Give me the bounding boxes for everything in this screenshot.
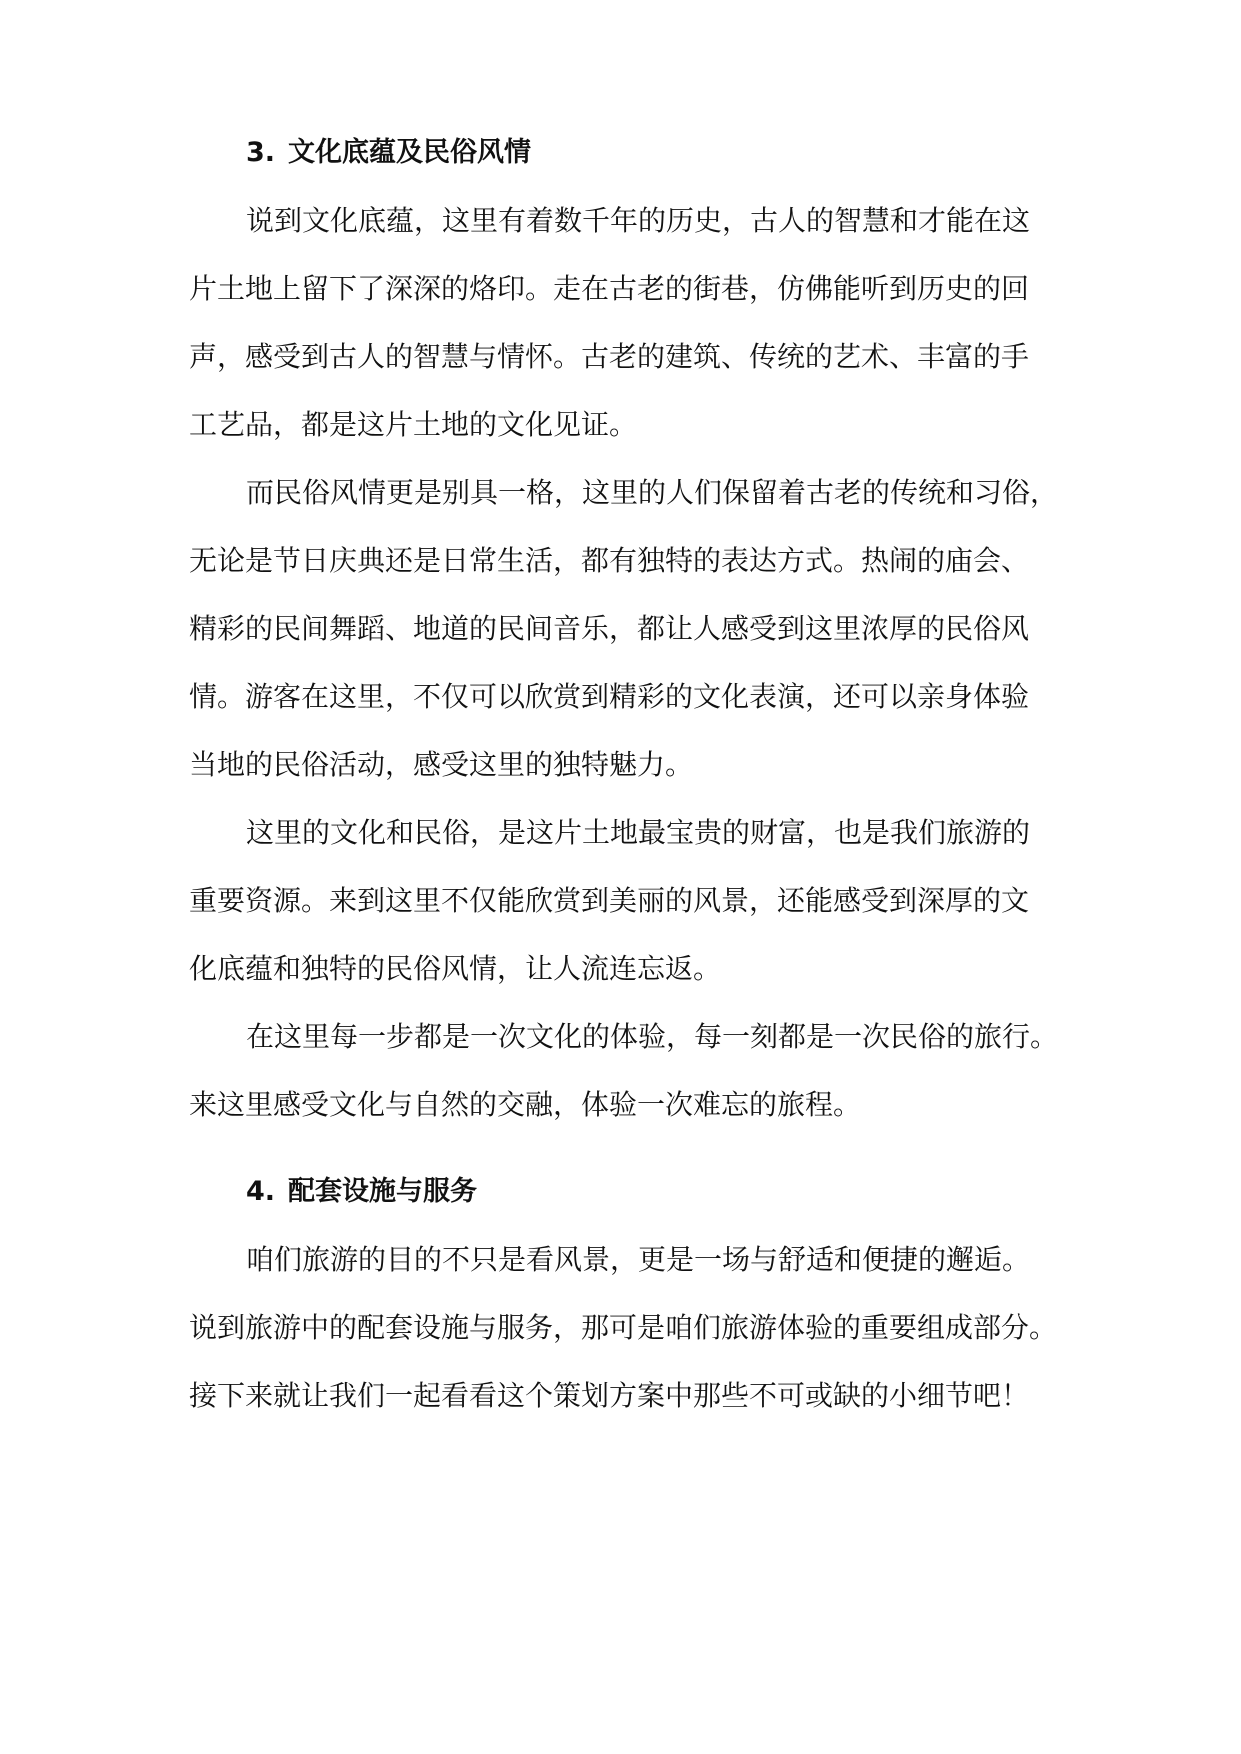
paragraph-line: 精彩的民间舞蹈、地道的民间音乐，都让人感受到这里浓厚的民俗风 bbox=[189, 612, 1030, 645]
section-4-heading bbox=[246, 1172, 477, 1212]
paragraph-line: 在这里每一步都是一次文化的体验，每一刻都是一次民俗的旅行。 bbox=[246, 1020, 1059, 1053]
paragraph-line: 而民俗风情更是别具一格，这里的人们保留着古老的传统和习俗， bbox=[246, 476, 1059, 509]
paragraph-line: 来这里感受文化与自然的交融，体验一次难忘的旅程。 bbox=[189, 1088, 862, 1121]
paragraph-line: 这里的文化和民俗，是这片土地最宝贵的财富，也是我们旅游的 bbox=[246, 816, 1031, 849]
paragraph-line: 化底蕴和独特的民俗风情，让人流连忘返。 bbox=[189, 952, 722, 985]
paragraph-line: 咱们旅游的目的不只是看风景，更是一场与舒适和便捷的邂逅。 bbox=[246, 1243, 1031, 1276]
paragraph-line: 情。游客在这里，不仅可以欣赏到精彩的文化表演，还可以亲身体验 bbox=[189, 680, 1030, 713]
section-4-number: 4. bbox=[246, 1176, 276, 1207]
section-3-title: 文化底蕴及民俗风情 bbox=[288, 137, 531, 168]
paragraph-line: 无论是节日庆典还是日常生活，都有独特的表达方式。热闹的庙会、 bbox=[189, 544, 1030, 577]
paragraph-line: 接下来就让我们一起看看这个策划方案中那些不可或缺的小细节吧！ bbox=[189, 1379, 1030, 1412]
paragraph-line: 声，感受到古人的智慧与情怀。古老的建筑、传统的艺术、丰富的手 bbox=[189, 340, 1030, 373]
paragraph-line: 说到旅游中的配套设施与服务，那可是咱们旅游体验的重要组成部分。 bbox=[189, 1311, 1058, 1344]
paragraph-line: 工艺品，都是这片土地的文化见证。 bbox=[189, 408, 638, 441]
section-3-number: 3. bbox=[246, 137, 276, 168]
section-3-heading bbox=[246, 133, 531, 173]
paragraph-line: 当地的民俗活动，感受这里的独特魅力。 bbox=[189, 748, 694, 781]
paragraph-line: 说到文化底蕴，这里有着数千年的历史，古人的智慧和才能在这 bbox=[246, 204, 1031, 237]
paragraph-line: 片土地上留下了深深的烙印。走在古老的街巷，仿佛能听到历史的回 bbox=[189, 272, 1030, 305]
paragraph-line: 重要资源。来到这里不仅能欣赏到美丽的风景，还能感受到深厚的文 bbox=[189, 884, 1030, 917]
section-4-title: 配套设施与服务 bbox=[288, 1176, 477, 1207]
